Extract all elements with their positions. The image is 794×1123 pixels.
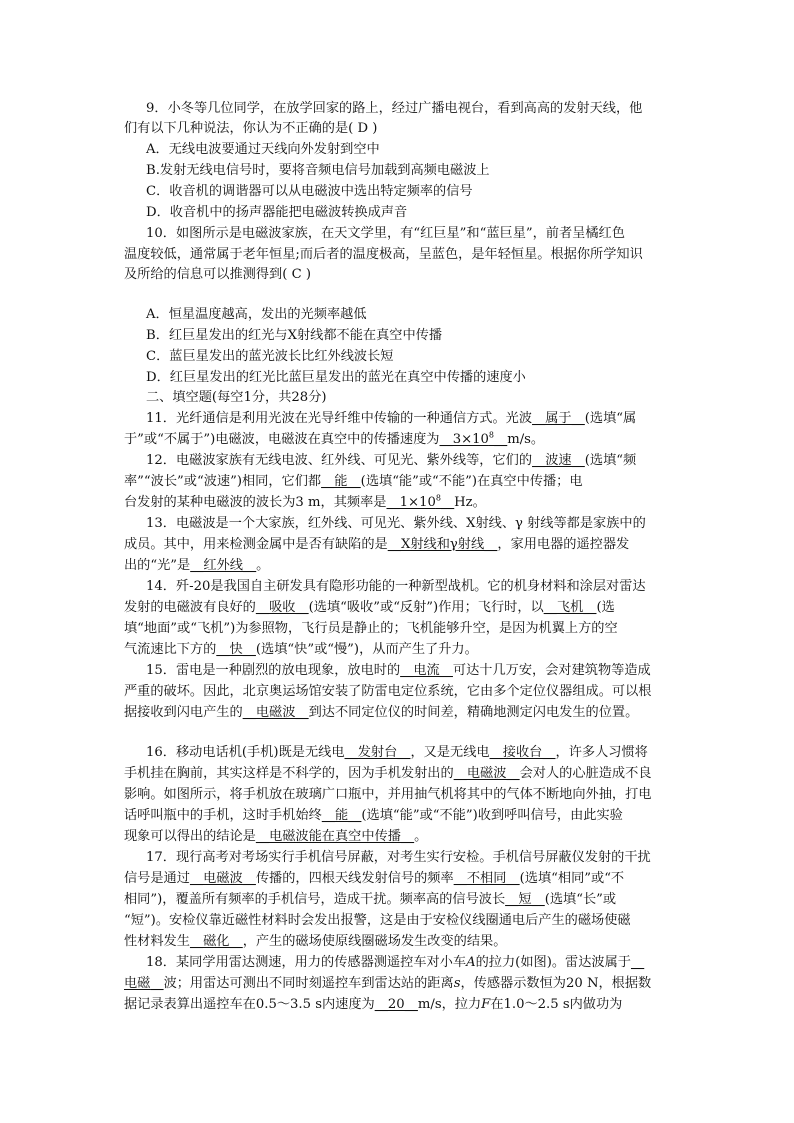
q11-line1 xyxy=(146,409,794,429)
q17-line3 xyxy=(124,890,794,910)
q17-text: (选填“长”或 xyxy=(544,892,617,907)
q16-text: 16．移动电话机(手机)既是无线电 xyxy=(146,745,345,760)
q16-answer-5: __电磁波能在真空中传播__ xyxy=(255,829,415,844)
q12-text: Hz。 xyxy=(454,495,486,510)
q17-text: 信号是通过 xyxy=(124,871,190,886)
q12-text: (选填“能”或“不能”)在真空中传播；电 xyxy=(360,474,583,489)
q12-answer-3 xyxy=(386,495,454,510)
q18-variable-s: s xyxy=(453,976,461,991)
q16-answer-3: __电磁波__ xyxy=(453,766,520,781)
q18-variable-a: A xyxy=(466,955,476,970)
q15-line1 xyxy=(146,661,794,681)
q18-text: ，传感器示数恒为20 N，根据数 xyxy=(460,976,652,991)
q16-line5 xyxy=(124,827,794,847)
q11-text: 11．光纤通信是利用光波在光导纤维中传输的一种通信方式。光波 xyxy=(146,411,533,426)
q18-variable-f: F xyxy=(481,997,491,1012)
q17-text: 性材料发生 xyxy=(124,934,190,949)
q15-answer-2: __电磁波__ xyxy=(242,705,309,720)
q13-text: 成员。其中，用来检测金属中是否有缺陷的是 xyxy=(124,537,388,552)
q15-text: 可达十几万安，会对建筑物等造成 xyxy=(452,663,651,678)
q14-answer-1: __吸收__ xyxy=(255,600,309,615)
q11-answer-1: __属于__ xyxy=(532,411,585,426)
q16-text: (选填“能”或“不能”)收到呼叫信号，由此实验 xyxy=(361,808,623,823)
q14-text: 发射的电磁波有良好的 xyxy=(124,600,256,615)
q9-option-a: A．无线电波要通过天线向外发射到空中 xyxy=(146,142,380,157)
q14-line4 xyxy=(124,640,794,660)
q13-line1: 13．电磁波是一个大家族，红外线、可见光、紫外线、X射线、γ 射线等都是家族中的 xyxy=(146,516,646,531)
q16-text: 现象可以得出的结论是 xyxy=(124,829,256,844)
q10-stem-line2: 温度较低，通常属于老年恒星;而后者的温度极高，呈蓝色，是年轻恒星。根据你所学知识 xyxy=(124,247,643,262)
q9-option-d: D．收音机中的扬声器能把电磁波转换成声音 xyxy=(146,205,408,220)
q14-text: (选填“快”或“慢”)，从而产生了升力。 xyxy=(255,642,478,657)
q16-text: ，许多人习惯将 xyxy=(555,745,648,760)
q9-option-b: B.发射无线电信号时，要将音频电信号加载到高频电磁波上 xyxy=(146,163,490,178)
q15-line2: 严重的破坏。因此，北京奥运场馆安装了防雷电定位系统，它由多个定位仪器组成。可以根 xyxy=(124,684,652,699)
q17-line2 xyxy=(124,869,794,889)
q10-stem-line3: 及所给的信息可以推测得到( C ) xyxy=(124,267,312,282)
q17-text: (选填“相同”或“不 xyxy=(519,871,625,886)
q17-text: ，产生的磁场使原线圈磁场发生改变的结果。 xyxy=(242,934,507,949)
q13-text: 。 xyxy=(256,558,270,573)
q16-answer-2: __接收台__ xyxy=(489,745,556,760)
q12-line1 xyxy=(146,451,794,471)
q17-text: 传播的，四根天线发射信号的频率 xyxy=(255,871,454,886)
q18-text: 波；用雷达可测出不同时刻遥控车到雷达站的距离 xyxy=(163,976,454,991)
q18-line2 xyxy=(124,974,794,994)
q11-answer-2-exponent: 8 xyxy=(488,430,495,440)
q18-text: 18．某同学用雷达测速，用力的传感器测遥控车对小车 xyxy=(146,955,467,970)
q15-text: 15．雷电是一种剧烈的放电现象，放电时的 xyxy=(146,663,401,678)
q12-line2 xyxy=(124,472,794,492)
q11-answer-2-base: __3×10 xyxy=(439,432,489,447)
q18-line3 xyxy=(124,995,794,1015)
q12-line3 xyxy=(124,493,794,513)
q16-text: 话呼叫瓶中的手机，这时手机始终 xyxy=(124,808,322,823)
q14-line2 xyxy=(124,598,794,618)
q10-option-a: A．恒星温度越高，发出的光频率越低 xyxy=(146,307,367,322)
q14-line1: 14．歼-20是我国自主研发具有隐形功能的一种新型战机。它的机身材料和涂层对雷达 xyxy=(146,579,646,594)
q17-answer-2: __不相同__ xyxy=(453,871,520,886)
q18-text: 据记录表算出遥控车在0.5～3.5 s内速度为 xyxy=(124,997,375,1012)
q16-line3: 影响。如图所示，将手机放在玻璃广口瓶中，并用抽气机将其中的气体不断地向外抽，打电 xyxy=(124,787,652,802)
q18-answer-1-start: __ xyxy=(630,955,645,970)
q18-text: m/s，拉力 xyxy=(417,997,482,1012)
q11-line2 xyxy=(124,430,794,450)
q16-text: 手机挂在胸前，其实这样是不科学的，因为手机发射出的 xyxy=(124,766,454,781)
q12-text: 台发射的某种电磁波的波长为3 m，其频率是 xyxy=(124,495,387,510)
q15-answer-1: __电流__ xyxy=(400,663,453,678)
q16-text: 。 xyxy=(414,829,428,844)
q12-answer-2: __能__ xyxy=(321,474,361,489)
q10-option-c: C．蓝巨星发出的蓝光波长比红外线波长短 xyxy=(146,349,394,364)
q17-line1: 17．现行高考对考场实行手机信号屏蔽，对考生实行安检。手机信号屏蔽仪发射的干扰 xyxy=(146,850,651,865)
q16-text: ，又是无线电 xyxy=(410,745,490,760)
q16-line2 xyxy=(124,764,794,784)
q18-text: 的拉力(如图)。雷达波属于 xyxy=(475,955,631,970)
q14-text: (选填“吸收”或“反射”)作用；飞行时，以 xyxy=(308,600,544,615)
q18-line1 xyxy=(146,953,794,973)
q12-answer-3-tail: __ xyxy=(440,495,455,510)
q13-text: ，家用电器的遥控器发 xyxy=(497,537,630,552)
q9-stem-line1: 9．小冬等几位同学，在放学回家的路上，经过广播电视台，看到高高的发射天线，他 xyxy=(146,101,643,116)
q12-answer-3-exponent: 8 xyxy=(435,493,441,503)
section-heading-fill-blank: 二、填空题(每空1分，共28分) xyxy=(146,390,327,405)
q17-answer-4: __磁化__ xyxy=(189,934,243,949)
q16-line1 xyxy=(146,743,794,763)
q9-option-c: C．收音机的调谐器可以从电磁波中选出特定频率的信号 xyxy=(146,184,473,199)
q13-answer-2: __红外线__ xyxy=(190,558,257,573)
q14-text: (选 xyxy=(596,600,615,615)
q17-line5 xyxy=(124,932,794,952)
q18-answer-1-tail: __ xyxy=(150,976,164,991)
q13-text: 出的“光”是 xyxy=(124,558,191,573)
q16-answer-1: __发射台__ xyxy=(344,745,411,760)
q16-text: 会对人的心脏造成不良 xyxy=(519,766,652,781)
q14-answer-2: __飞机__ xyxy=(543,600,597,615)
q14-line3: 填“地面”或“飞机”)为参照物，飞行员是静止的；飞机能够升空，是因为机翼上方的空 xyxy=(124,621,618,636)
q13-line2 xyxy=(124,535,794,555)
q10-option-b: B．红巨星发出的红光与X射线都不能在真空中传播 xyxy=(146,328,443,343)
q11-text: (选填“属 xyxy=(584,411,637,426)
q11-answer-2-tail: __ xyxy=(494,432,508,447)
q18-answer-2: __20__ xyxy=(374,997,418,1012)
q10-stem-line1: 10．如图所示是电磁波家族，在天文学里，有“红巨星”和“蓝巨星”，前者呈橘红色 xyxy=(146,226,625,241)
q13-line3 xyxy=(124,556,794,576)
q12-text: 率”“波长”或“波速”)相同，它们都 xyxy=(124,474,322,489)
q18-text: 在1.0～2.5 s内做功为 xyxy=(490,997,623,1012)
q16-line4 xyxy=(124,806,794,826)
q11-text: m/s。 xyxy=(507,432,545,447)
q15-text: 到达不同定位仪的时间差，精确地测定闪电发生的位置。 xyxy=(308,705,639,720)
q11-answer-2 xyxy=(440,432,508,447)
q18-answer-1: 电磁 xyxy=(124,976,151,991)
q10-option-d: D．红巨星发出的红光比蓝巨星发出的蓝光在真空中传播的速度小 xyxy=(146,370,526,385)
q13-answer-1: __X射线和γ射线__ xyxy=(387,537,498,552)
q17-line4: “短”)。安检仪靠近磁性材料时会发出报警，这是由于安检仪线圈通电后产生的磁场使磁 xyxy=(124,913,631,928)
q14-text: 气流速比下方的 xyxy=(124,642,217,657)
q12-text: (选填“频 xyxy=(584,453,637,468)
q12-text: 12．电磁波家族有无线电波、红外线、可见光、紫外线等，它们的 xyxy=(146,453,533,468)
q16-answer-4: __能__ xyxy=(321,808,362,823)
q14-answer-3: __快__ xyxy=(216,642,256,657)
q12-answer-1: __波速__ xyxy=(532,453,585,468)
q15-text: 据接收到闪电产生的 xyxy=(124,705,243,720)
q9-stem-line2: 们有以下几种说法，你认为不正确的是( D ) xyxy=(124,121,378,136)
q17-answer-3: __短__ xyxy=(505,892,545,907)
q12-answer-3-base: __1×10 xyxy=(386,495,436,510)
q11-text: 于”或“不属于”)电磁波，电磁波在真空中的传播速度为 xyxy=(124,432,440,447)
q17-answer-1: __电磁波__ xyxy=(189,871,256,886)
q17-text: 相同”)，覆盖所有频率的手机信号，造成干扰。频率高的信号波长 xyxy=(124,892,506,907)
q15-line3 xyxy=(124,703,794,723)
